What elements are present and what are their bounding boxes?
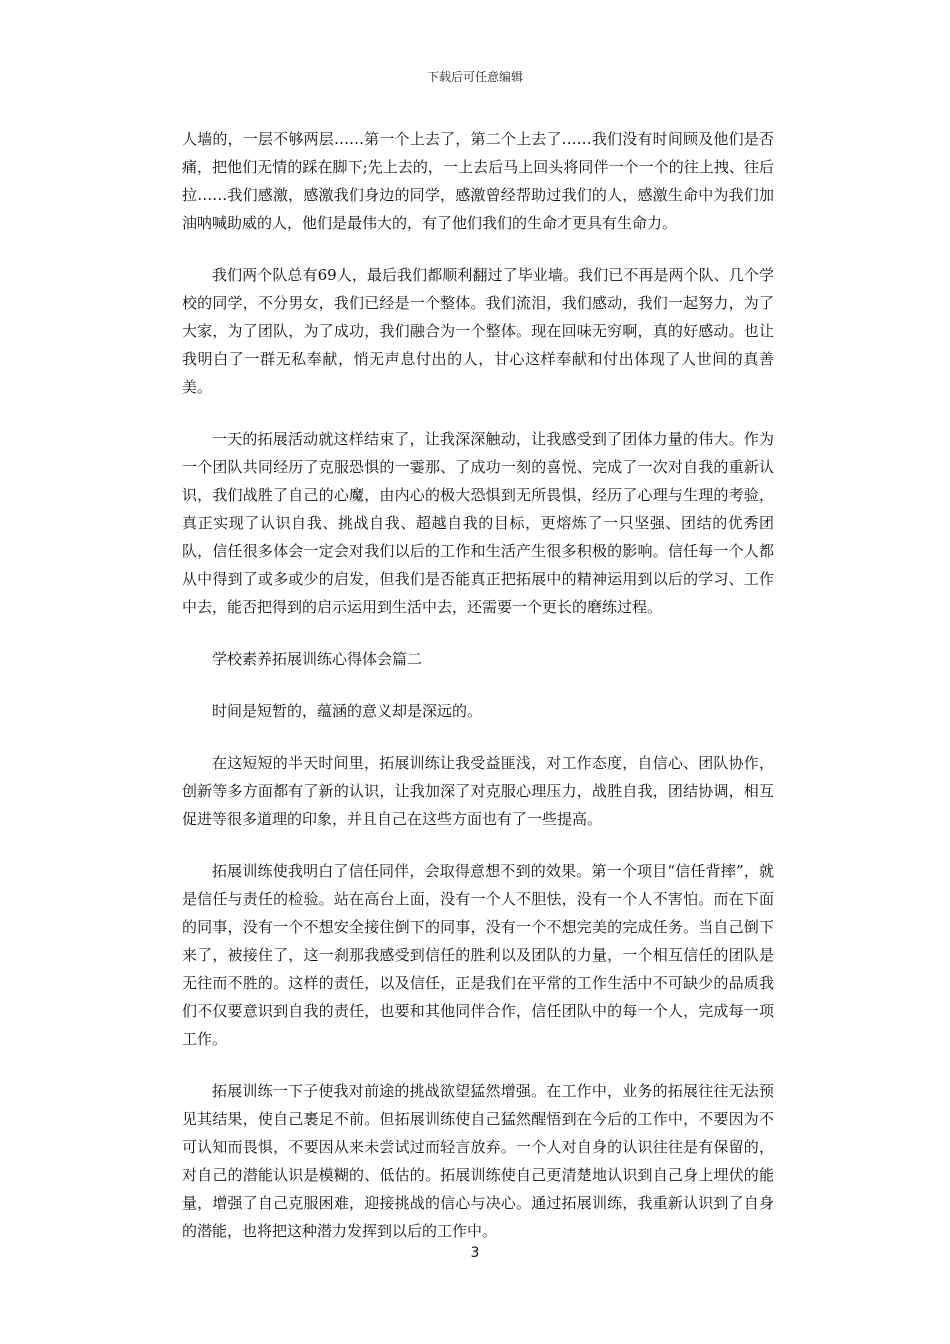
page-number: 3	[470, 1245, 480, 1261]
paragraph: 拓展训练使我明白了信任同伴，会取得意想不到的效果。第一个项目“信任背摔”，就是信任与责任的检验。站在高台上面，没有一个人不胆怯，没有一个人不害怕。而在下面的同事，没有一个不想安全接住倒下的同事，没有一个不想完美的完成任务。当自己倒下来了，被接住了，这一刹那我感受到信任的胜利以及团队的力量，一个相互信任的团队是无往而不胜的。这样的责任，以及信任，正是我们在平常的工作生活中不可缺少的品质我们不仅要意识到自我的责任，也要和其他同伴合作，信任团队中的每一个人，完成每一项工作。	[182, 862, 774, 1048]
paragraph: 拓展训练一下子使我对前途的挑战欲望猛然增强。在工作中，业务的拓展往往无法预见其结果，使自己裹足不前。但拓展训练使自己猛然醒悟到在今后的工作中，不要因为不可认知而畏惧，不要因从来未尝试过而轻言放弃。一个人对自身的认识往往是有保留的，对自己的潜能认识是模糊的、低估的。拓展训练使自己更清楚地认识到自己身上埋伏的能量，增强了自己克服困难，迎接挑战的信心与决心。通过拓展训练，我重新认识到了自身的潜能，也将把这种潜力发挥到以后的工作中。	[182, 1082, 774, 1240]
paragraph-continuation: 人墙的，一层不够两层……第一个上去了，第二个上去了……我们没有时间顾及他们是否痛，把他们无情的踩在脚下;先上去的，一上去后马上回头将同伴一个一个的往上拽、往后拉……我们感激，感激我们身边的同学，感激曾经帮助过我们的人，感激生命中为我们加油呐喊助威的人，他们是最伟大的，有了他们我们的生命才更具有生命力。	[182, 130, 774, 232]
paragraph: 我们两个队总有69人，最后我们都顺利翻过了毕业墙。我们已不再是两个队、几个学校的同学，不分男女，我们已经是一个整体。我们流泪，我们感动，我们一起努力，为了大家，为了团队，为了成功，我们融合为一个整体。现在回味无穷啊，真的好感动。也让我明白了一群无私奉献，悄无声息付出的人，甘心这样奉献和付出体现了人世间的真善美。	[182, 266, 774, 396]
paragraph: 一天的拓展活动就这样结束了，让我深深触动，让我感受到了团体力量的伟大。作为一个团队共同经历了克服恐惧的一霎那、了成功一刻的喜悦、完成了一次对自我的重新认识，我们战胜了自己的心魔，由内心的极大恐惧到无所畏惧，经历了心理与生理的考验，真正实现了认识自我、挑战自我、超越自我的目标，更熔炼了一只坚强、团结的优秀团队，信任很多体会一定会对我们以后的工作和生活产生很多积极的影响。信任每一个人都从中得到了或多或少的启发，但我们是否能真正把拓展中的精神运用到以后的学习、工作中去，能否把得到的启示运用到生活中去，还需要一个更长的磨练过程。	[182, 430, 774, 616]
paragraph: 在这短短的半天时间里，拓展训练让我受益匪浅，对工作态度，自信心、团队协作，创新等多方面都有了新的认识，让我加深了对克服心理压力，战胜自我，团结协调，相互促进等很多道理的印象，并且自己在这些方面也有了一些提高。	[182, 754, 774, 828]
paragraph: 时间是短暂的，蕴涵的意义却是深远的。	[212, 702, 483, 720]
document-body	[182, 125, 774, 1269]
page-header: 下载后可任意编辑	[426, 70, 523, 84]
section-heading: 学校素养拓展训练心得体会篇二	[212, 650, 423, 668]
